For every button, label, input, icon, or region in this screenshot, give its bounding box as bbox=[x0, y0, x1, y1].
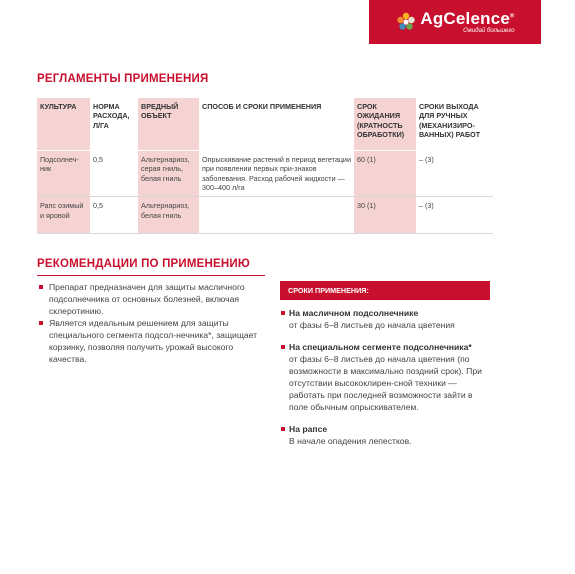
term-heading: На масличном подсолнечнике bbox=[289, 308, 419, 318]
table-header-row bbox=[37, 98, 493, 151]
header-method: СПОСОБ И СРОКИ ПРИМЕНЕНИЯ bbox=[199, 98, 354, 151]
brand-slogan: Ожидай большего bbox=[463, 28, 515, 34]
cell-culture: Подсолнеч-ник bbox=[37, 151, 90, 197]
flower-logo-icon bbox=[395, 11, 417, 33]
brand-logo bbox=[369, 0, 541, 44]
term-heading: На рапсе bbox=[289, 424, 328, 435]
term-text: от фазы 6–8 листьев до начала цветения (по возможности в максимально поздний срок). При отсутствии высококлирен-сной техники — работать при последней возможности зайти в поле обычным опрыскивателем. bbox=[289, 354, 482, 413]
cell-pest: Альтернариоз, серая гниль, белая гниль bbox=[138, 151, 199, 197]
recommendations-divider bbox=[37, 275, 265, 276]
cell-pest: Альтернариоз, белая гниль bbox=[138, 197, 199, 234]
brand-name: AgCelence bbox=[420, 9, 511, 28]
cell-waiting-period: 60 (1) bbox=[354, 151, 416, 197]
regulations-table bbox=[37, 98, 493, 234]
regulations-title: РЕГЛАМЕНТЫ ПРИМЕНЕНИЯ bbox=[37, 73, 209, 85]
header-pest: ВРЕДНЫЙ ОБЪЕКТ bbox=[138, 98, 199, 151]
recommendations-list bbox=[38, 281, 270, 365]
list-item bbox=[281, 423, 493, 447]
term-heading: На специальном сегменте подсолнечника* bbox=[289, 342, 472, 353]
cell-rate: 0,5 bbox=[90, 151, 138, 197]
header-exit-terms: СРОКИ ВЫХОДА ДЛЯ РУЧНЫХ (МЕХАНИЗИРО-ВАННЫХ) РАБОТ bbox=[416, 98, 493, 151]
cell-method bbox=[199, 197, 354, 234]
recommendations-title: РЕКОМЕНДАЦИИ ПО ПРИМЕНЕНИЮ bbox=[37, 258, 250, 270]
application-terms-list bbox=[281, 307, 493, 457]
table-row bbox=[37, 197, 493, 234]
list-item bbox=[281, 307, 493, 331]
header-culture: КУЛЬТУРА bbox=[37, 98, 90, 151]
header-rate: НОРМА РАСХОДА, Л/ГА bbox=[90, 98, 138, 151]
cell-exit-terms: – (3) bbox=[416, 197, 493, 234]
table-row bbox=[37, 151, 493, 197]
list-item bbox=[281, 341, 493, 413]
cell-exit-terms: – (3) bbox=[416, 151, 493, 197]
term-text: В начале опадения лепестков. bbox=[289, 436, 412, 447]
application-terms-header: СРОКИ ПРИМЕНЕНИЯ: bbox=[280, 281, 490, 300]
cell-culture: Рапс озимый и яровой bbox=[37, 197, 90, 234]
cell-method: Опрыскивание растений в период вегетации при появлении первых при-знаков заболевания. Расход рабочей жидкости — 300–400 л/га bbox=[199, 151, 354, 197]
list-item: Препарат предназначен для защиты масличного подсолнечника от основных болезней, включая склеротинию. bbox=[38, 281, 270, 317]
list-item: Является идеальным решением для защиты специального сегмента подсол-нечника*, защищает корзинку, позволяя получить урожай высокого качества. bbox=[38, 317, 270, 365]
cell-rate: 0,5 bbox=[90, 197, 138, 234]
term-text: от фазы 6–8 листьев до начала цветения bbox=[289, 320, 455, 331]
cell-waiting-period: 30 (1) bbox=[354, 197, 416, 234]
header-waiting-period: СРОК ОЖИДАНИЯ (КРАТНОСТЬ ОБРАБОТКИ) bbox=[354, 98, 416, 151]
brand-trademark: ® bbox=[510, 13, 515, 20]
